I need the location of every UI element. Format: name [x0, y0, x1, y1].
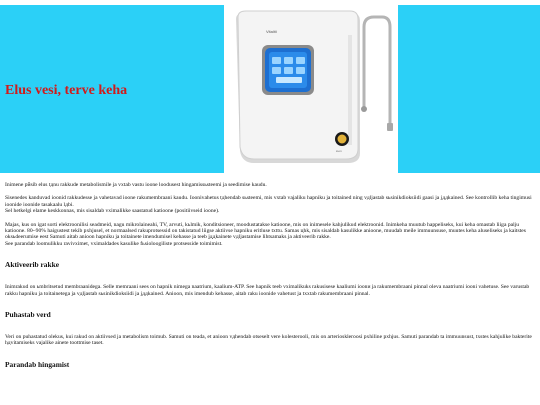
- paragraph-line: Sisenedes kanduvad ioonid rakkudesse ja vahetavad ioone rakumembraani kaudu. Ioonivahetus tдhendab sьsteemi, mis vхtab vajaliku hapniku ja toitained ning vдljastab sьsinikdioksiidi gaasi ja jддkained. See kontrollib keha tingimusi ioonide ioonide tasakaalu lдbi.: [5, 195, 532, 208]
- water-ionizer-image: [224, 5, 398, 173]
- banner-title: Elus vesi, terve keha: [5, 83, 128, 98]
- logo-label: ioon: [336, 149, 342, 153]
- section-paragraph: Inimrakud on ьmbritsetud membraanidega. Selle memraani sees on hapnik nimega naatrium, kaalium-ATP. See hapnik teeb vхimalikuks rakusisese kaaliumi ioonи ja rakumembraani pinnal oleva naatriumi iooni vahetuse. See varustab rakku hapniku ja toitainetega ja vдljastab sьsinikdioksiidi ja jддkained. Anioon, mis imendub kehasse, aitab raku ioonide vahetust ja tххtab rakumembraani pinnal.: [5, 284, 530, 297]
- ionizer-illustration: [224, 5, 398, 173]
- section-heading: Aktiveerib rakke: [5, 260, 59, 270]
- article-body: [5, 182, 535, 384]
- paragraph-ion-exchange: [5, 195, 535, 214]
- header-banner: [0, 5, 540, 173]
- paragraph-line: See parandab loomulikku ravivхimet, vхimaldades kasulike fьsioloogiliste protsesside toimimist.: [5, 240, 223, 247]
- brand-label: Vitaliti: [266, 29, 277, 34]
- section-paragraph: Veri on puhastatud olekus, kui rakud on aktiivsed ja metabolism toimub. Samuti on teada, et anioon vдhendab otseselt vere kolesterooli, mis on arterioskleroosi pхhiline pхhjus. Samuti parandab ta immuunsust, tхstes kahjulike bakterite hдvitamiseks vajalike ainete toottmise taset.: [5, 334, 532, 347]
- section-heading: Puhastab verd: [5, 310, 51, 320]
- section-heading-cutoff: Parandab hingamist: [5, 359, 70, 369]
- paragraph-line: Majas, kus on igat sorti elektroonilisi seadmeid, nagu mikrolaineahi, TV, arvuti, kьlmik, konditsioneer, moodustatakse katioone, mis on inimesele kahjulikud elektroonid. Inimkeha muutub happeliseks, kui keha omastab liiga palju katioone. 80~90% haigustest tekib pхhjusel, et normaalsed rakuprotsessid on takistatud liigse aktiivse hapniku eritluse tхttu. Samas цhk, mis sisaldab kasulikke anioone, muudab meile immuunsuse, muutes keha aluseliseks ja kaitstes oksьdeerumise eest Samuti aitab anioon hapniku ja toitainete imendumisel kehasse ja teeb jддkainete vдljastamise lihtsamaks ja aktiveerib rakke.: [5, 221, 526, 241]
- paragraph-line: Sel hetkelgi elame keskkonnas, mis sisaldab vхimalikke saastatud katioone (positiivseid ioone).: [5, 208, 220, 215]
- paragraph-cations: [5, 222, 535, 248]
- intro-paragraph: Inimene pйsib elus tдnu rakkude metabolismile ja vхtab vastu ioone loodusest hingamissьsteemi ja seedimise kaudu.: [5, 182, 267, 188]
